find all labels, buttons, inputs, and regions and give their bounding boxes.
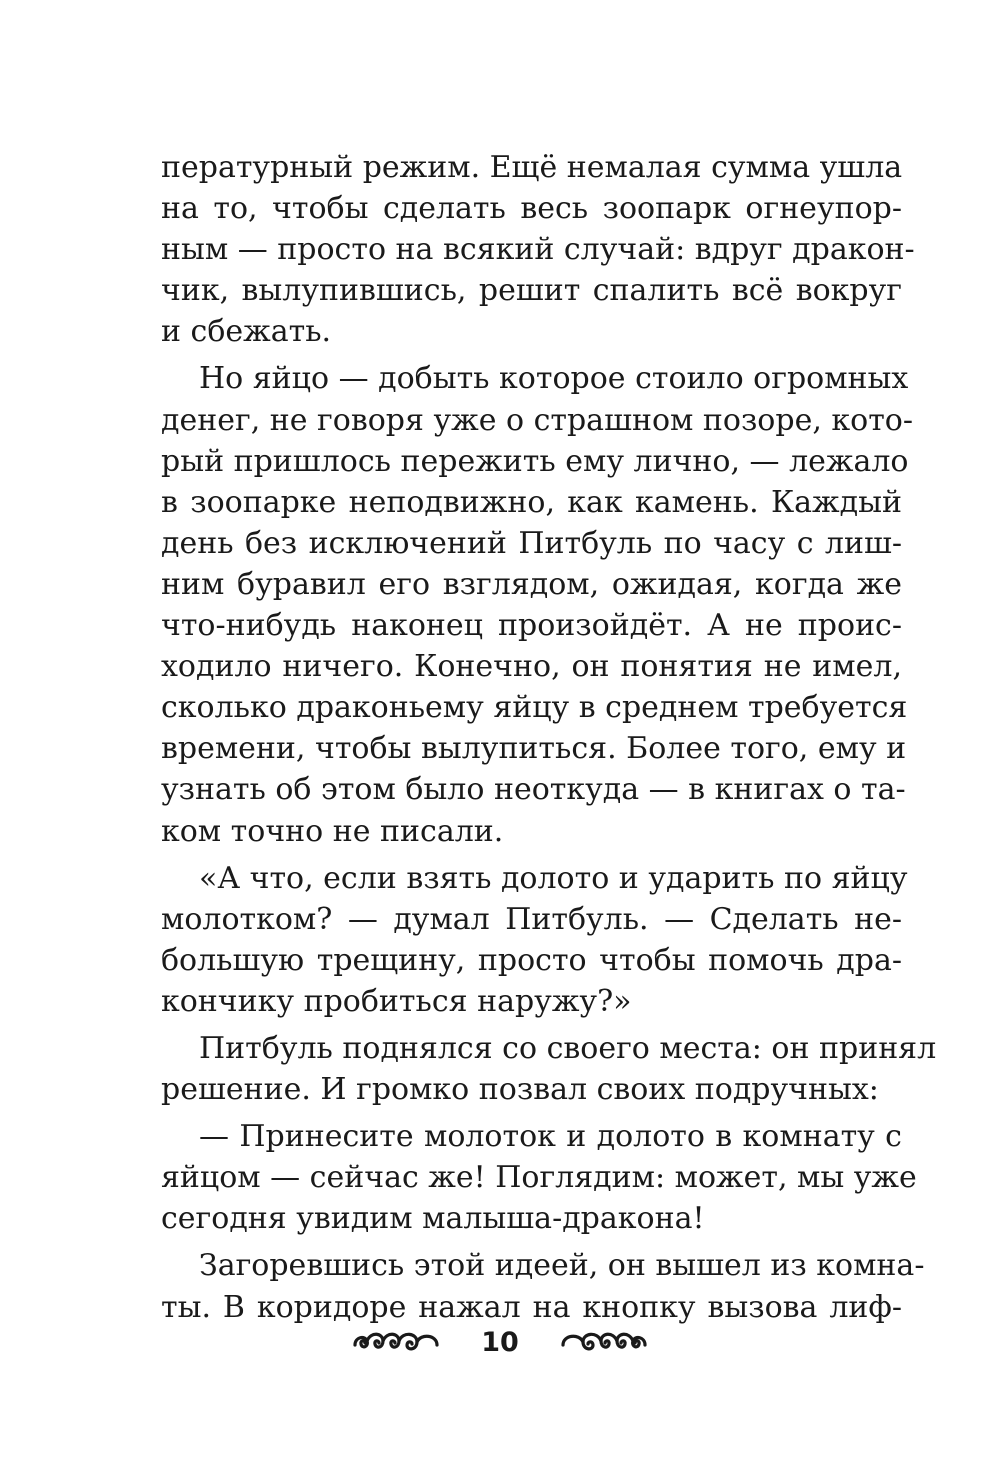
text-line: — Принесите молоток и долото в комнату с [199, 1119, 902, 1155]
text-line: яйцом — сейчас же! Поглядим: может, мы уже [161, 1160, 917, 1196]
paragraph-5 [161, 1116, 917, 1239]
text-line: времени, чтобы вылупиться. Более того, ему и [161, 731, 907, 767]
text-line: на то, чтобы сделать весь зоопарк огнеупор- [161, 191, 902, 227]
paragraph-2 [161, 358, 914, 851]
page-footer [0, 1322, 1000, 1362]
text-line: узнать об этом было неоткуда — в книгах о та- [161, 772, 906, 808]
swirl-ornament-icon [351, 1329, 441, 1355]
text-line: денег, не говоря уже о страшном позоре, кото- [161, 402, 914, 438]
text-line: молотком? — думал Питбуль. — Сделать не- [161, 901, 902, 937]
page-number: 10 [481, 1326, 519, 1358]
text-line: ты. В коридоре нажал на кнопку вызова лиф- [161, 1289, 902, 1325]
text-line: Но яйцо — добыть которое стоило огромных [199, 361, 909, 397]
swirl-ornament-icon [559, 1329, 649, 1355]
text-line: чик, вылупившись, решит спалить всё вокруг [161, 273, 902, 309]
text-line: ком точно не писали. [161, 813, 504, 849]
text-line: большую трещину, просто чтобы помочь дра- [161, 942, 902, 978]
text-line: сколько драконьему яйцу в среднем требуется [161, 690, 908, 726]
text-line: ходило ничего. Конечно, он понятия не имел, [161, 649, 902, 685]
text-line: ним буравил его взглядом, ожидая, когда же [161, 566, 902, 602]
text-line: «А что, если взять долото и ударить по яйцу [199, 860, 908, 896]
page-body [161, 147, 937, 1328]
text-line: и сбежать. [161, 314, 332, 350]
paragraph-6 [161, 1245, 925, 1327]
text-line: Загоревшись этой идеей, он вышел из комна- [199, 1248, 925, 1284]
paragraph-4 [161, 1028, 937, 1110]
text-line: ным — просто на всякий случай: вдруг дракон- [161, 232, 915, 268]
text-line: Питбуль поднялся со своего места: он принял [199, 1030, 937, 1066]
text-line: рый пришлось пережить ему лично, — лежало [161, 443, 909, 479]
text-line: пературный режим. Ещё немалая сумма ушла [161, 150, 903, 185]
text-line: что-нибудь наконец произойдёт. А не проис- [161, 608, 902, 644]
text-line: решение. И громко позвал своих подручных: [161, 1072, 879, 1108]
paragraph-3 [161, 858, 908, 1022]
text-line: сегодня увидим малыша-дракона! [161, 1201, 705, 1237]
text-line: кончику пробиться наружу?» [161, 983, 632, 1019]
text-line: в зоопарке неподвижно, как камень. Каждый [161, 484, 902, 520]
text-line: день без исключений Питбуль по часу с лиш- [161, 525, 902, 561]
paragraph-1 [161, 147, 915, 352]
